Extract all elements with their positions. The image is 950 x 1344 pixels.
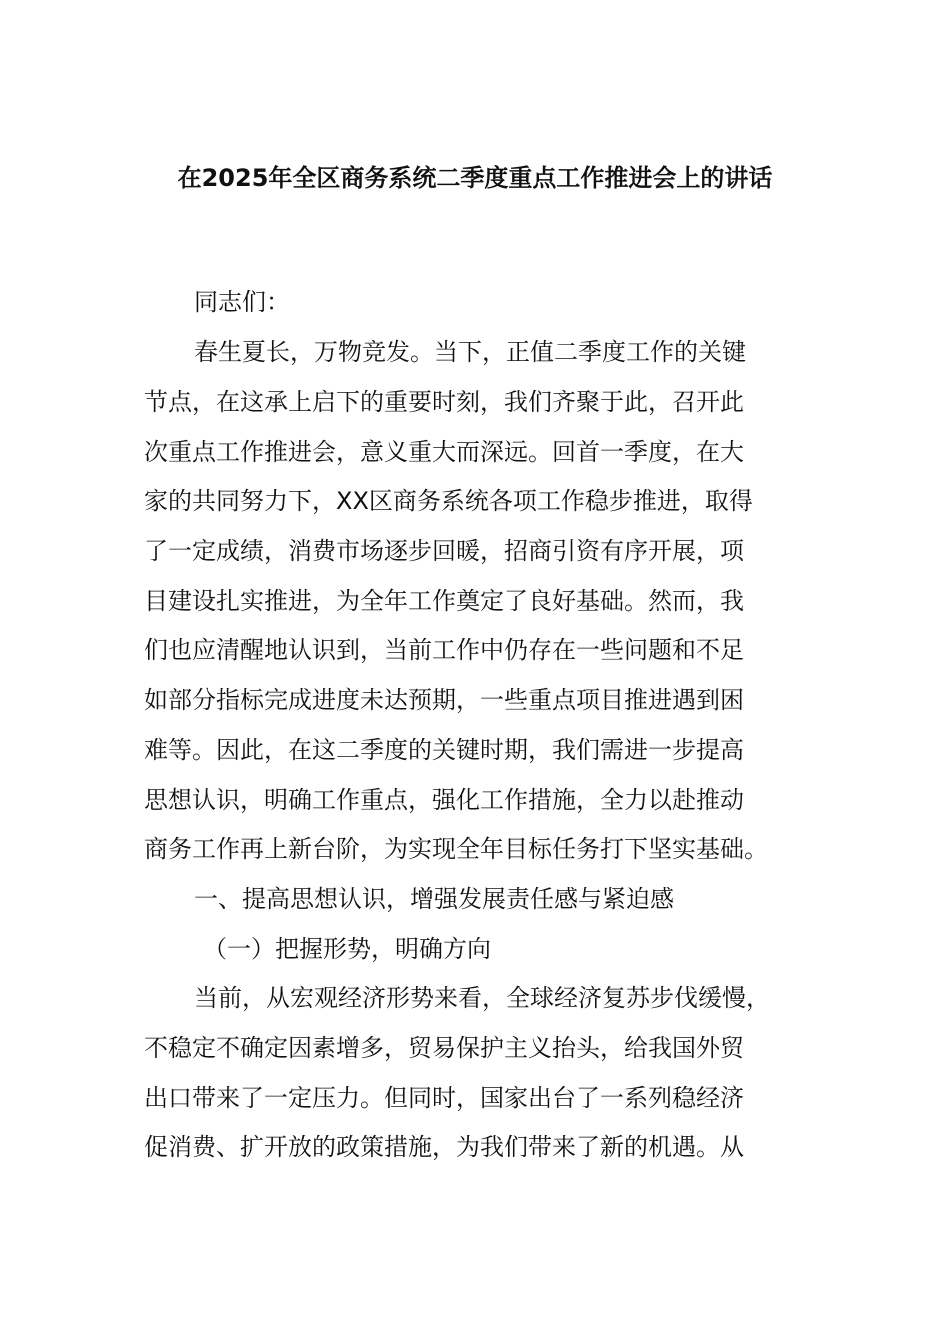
paragraph-line: 了一定成绩，消费市场逐步回暖，招商引资有序开展，项: [144, 537, 744, 565]
paragraph-line: 促消费、扩开放的政策措施，为我们带来了新的机遇。从: [144, 1133, 744, 1161]
paragraph-line: 节点，在这承上启下的重要时刻，我们齐聚于此，召开此: [144, 388, 744, 416]
paragraph-line: 春生夏长，万物竞发。当下，正值二季度工作的关键: [194, 338, 746, 366]
document-title: 在2025年全区商务系统二季度重点工作推进会上的讲话: [177, 164, 773, 192]
paragraph-line: 家的共同努力下，XX区商务系统各项工作稳步推进，取得: [144, 487, 753, 515]
paragraph-line: 目建设扎实推进，为全年工作奠定了良好基础。然而，我: [144, 587, 744, 615]
subsection-heading: （一）把握形势，明确方向: [203, 935, 491, 963]
paragraph-line: 思想认识，明确工作重点，强化工作措施，全力以赴推动: [144, 786, 744, 814]
paragraph-line: 们也应清醒地认识到，当前工作中仍存在一些问题和不足: [144, 636, 744, 664]
salutation: 同志们：: [194, 288, 290, 316]
paragraph-line: 商务工作再上新台阶，为实现全年目标任务打下坚实基础。: [144, 835, 768, 863]
paragraph-line: 出口带来了一定压力。但同时，国家出台了一系列稳经济: [144, 1084, 744, 1112]
paragraph-line: 次重点工作推进会，意义重大而深远。回首一季度，在大: [144, 438, 744, 466]
paragraph-line: 难等。因此，在这二季度的关键时期，我们需进一步提高: [144, 736, 744, 764]
paragraph-line: 如部分指标完成进度未达预期，一些重点项目推进遇到困: [144, 686, 744, 714]
paragraph-line: 不稳定不确定因素增多，贸易保护主义抬头，给我国外贸: [144, 1034, 744, 1062]
section-heading: 一、提高思想认识，增强发展责任感与紧迫感: [194, 885, 674, 913]
paragraph-line: 当前，从宏观经济形势来看，全球经济复苏步伐缓慢，: [194, 984, 770, 1012]
